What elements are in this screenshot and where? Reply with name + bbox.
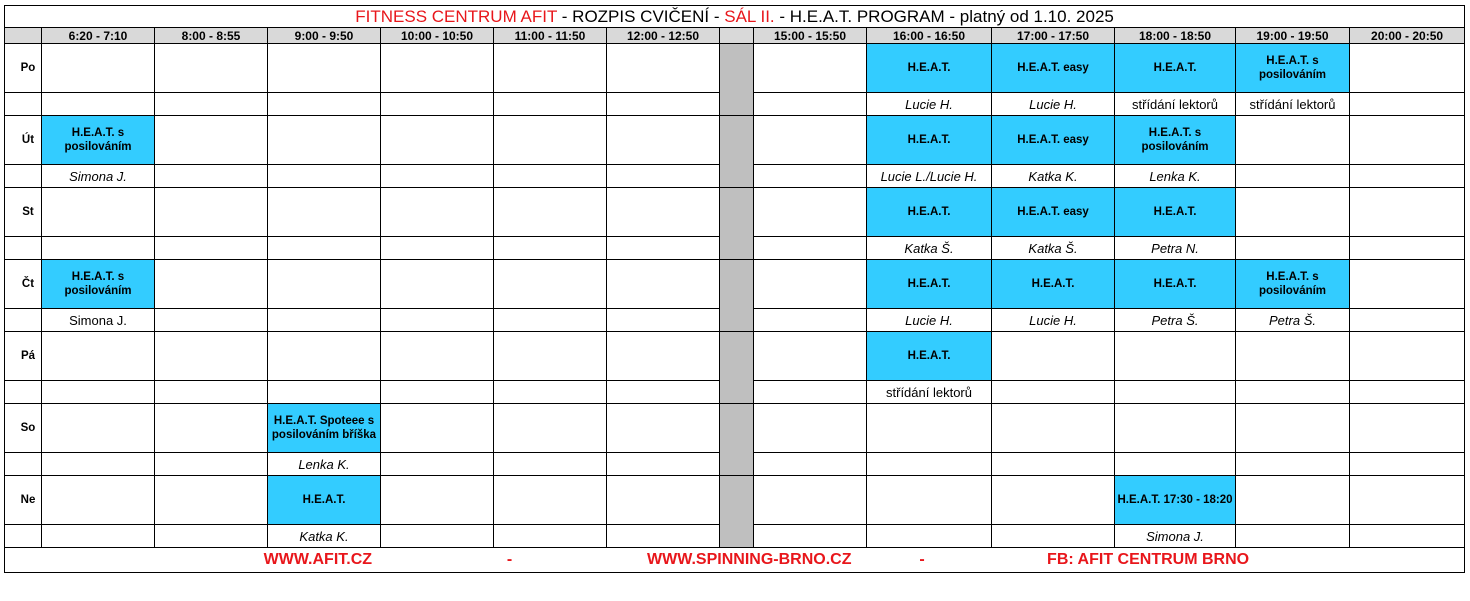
time-header: 11:00 - 11:50 [494,28,607,44]
class-cell: H.E.A.T. [992,260,1115,309]
time-header: 17:00 - 17:50 [992,28,1115,44]
empty-cell [42,237,155,260]
empty-cell [607,237,720,260]
empty-cell [381,93,494,116]
instructor-cell: Katka Š. [992,237,1115,260]
empty-cell [1350,453,1465,476]
empty-cell [42,404,155,453]
page-title [5,6,1465,28]
time-header: 16:00 - 16:50 [867,28,992,44]
day-label: So [5,404,42,453]
empty-cell [494,404,607,453]
title-row [5,6,1465,28]
day-label: Po [5,44,42,93]
day-label-blank [5,453,42,476]
empty-cell [1350,188,1465,237]
empty-cell [607,453,720,476]
empty-cell [867,404,992,453]
empty-cell [494,332,607,381]
day-label-blank [5,237,42,260]
empty-cell [754,237,867,260]
empty-cell [1350,381,1465,404]
instructor-cell: Lucie L./Lucie H. [867,165,992,188]
class-cell: H.E.A.T. s posilováním [1115,116,1236,165]
empty-cell [381,332,494,381]
empty-cell [754,476,867,525]
break-column [720,332,754,404]
empty-cell [754,381,867,404]
empty-cell [1350,404,1465,453]
empty-cell [268,188,381,237]
day-class-row [5,116,1465,165]
time-header-row [5,28,1465,44]
empty-cell [155,188,268,237]
day-class-row [5,188,1465,237]
empty-cell [381,237,494,260]
class-cell: H.E.A.T. [1115,188,1236,237]
empty-cell [1350,332,1465,381]
break-column [720,116,754,188]
empty-cell [992,525,1115,548]
empty-cell [1350,116,1465,165]
empty-cell [1236,381,1350,404]
empty-cell [381,260,494,309]
empty-cell [381,188,494,237]
empty-cell [268,165,381,188]
day-label-blank [5,93,42,116]
instructor-cell: Simona J. [42,165,155,188]
empty-cell [754,404,867,453]
instructor-cell: Petra N. [1115,237,1236,260]
footer-separator: - [506,551,513,568]
empty-cell [1350,476,1465,525]
empty-cell [1350,260,1465,309]
empty-cell [381,404,494,453]
instructor-cell: Simona J. [1115,525,1236,548]
empty-cell [155,309,268,332]
empty-cell [754,260,867,309]
empty-cell [1350,165,1465,188]
empty-cell [754,165,867,188]
day-label: Ne [5,476,42,525]
class-cell: H.E.A.T. s posilováním [1236,260,1350,309]
empty-cell [754,525,867,548]
instructor-cell: střídání lektorů [867,381,992,404]
empty-cell [1115,381,1236,404]
empty-cell [381,116,494,165]
class-cell: H.E.A.T. [867,260,992,309]
time-header: 19:00 - 19:50 [1236,28,1350,44]
class-cell: H.E.A.T. [1115,44,1236,93]
empty-cell [42,188,155,237]
day-class-row [5,260,1465,309]
instructor-cell: Lenka K. [1115,165,1236,188]
empty-cell [607,381,720,404]
empty-cell [607,165,720,188]
footer-separator: - [919,551,925,568]
empty-cell [992,381,1115,404]
empty-cell [268,93,381,116]
empty-cell [754,44,867,93]
empty-cell [1236,453,1350,476]
empty-cell [268,332,381,381]
break-column [720,44,754,116]
day-label: Pá [5,332,42,381]
day-label-blank [5,309,42,332]
empty-cell [867,453,992,476]
class-cell: H.E.A.T. s posilováním [1236,44,1350,93]
empty-cell [494,237,607,260]
empty-cell [268,309,381,332]
class-cell: H.E.A.T. [867,332,992,381]
empty-cell [1236,237,1350,260]
empty-cell [607,332,720,381]
empty-cell [381,476,494,525]
empty-cell [381,165,494,188]
empty-cell [155,260,268,309]
empty-cell [268,237,381,260]
empty-cell [607,188,720,237]
class-cell: H.E.A.T. [867,44,992,93]
empty-cell [607,309,720,332]
title-gym-name: FITNESS CENTRUM AFIT [355,6,558,26]
empty-cell [494,188,607,237]
empty-cell [1236,332,1350,381]
day-label-blank [5,165,42,188]
empty-cell [494,309,607,332]
empty-cell [381,381,494,404]
empty-cell [381,309,494,332]
break-column [720,260,754,332]
title-hall: SÁL II. [724,6,775,26]
empty-cell [155,44,268,93]
time-header: 20:00 - 20:50 [1350,28,1465,44]
empty-cell [607,116,720,165]
empty-cell [754,453,867,476]
instructor-cell: střídání lektorů [1115,93,1236,116]
empty-cell [992,404,1115,453]
empty-cell [607,476,720,525]
class-cell: H.E.A.T. s posilováním [42,116,155,165]
empty-cell [754,188,867,237]
class-cell: H.E.A.T. Spoteee s posilováním bříška [268,404,381,453]
empty-cell [494,525,607,548]
empty-cell [1350,93,1465,116]
instructor-cell: Katka K. [992,165,1115,188]
empty-cell [607,93,720,116]
class-cell: H.E.A.T. easy [992,44,1115,93]
time-header: 8:00 - 8:55 [155,28,268,44]
empty-cell [867,525,992,548]
break-column [720,476,754,548]
empty-cell [494,44,607,93]
day-label: Út [5,116,42,165]
instructor-cell: Katka Š. [867,237,992,260]
empty-cell [155,404,268,453]
empty-cell [607,525,720,548]
instructor-cell: Simona J. [42,309,155,332]
class-cell: H.E.A.T. 17:30 - 18:20 [1115,476,1236,525]
empty-cell [155,525,268,548]
spinning-link[interactable]: WWW.SPINNING-BRNO.CZ [647,551,852,568]
instructor-cell: Lenka K. [268,453,381,476]
empty-cell [42,93,155,116]
empty-cell [1236,188,1350,237]
empty-cell [867,476,992,525]
time-header: 10:00 - 10:50 [381,28,494,44]
title-program: - H.E.A.T. PROGRAM - platný od 1.10. 2025 [774,6,1114,26]
schedule-table [4,5,1465,573]
instructor-cell: Petra Š. [1236,309,1350,332]
empty-cell [155,237,268,260]
empty-cell [607,44,720,93]
break-column [720,188,754,260]
empty-cell [42,525,155,548]
empty-cell [42,453,155,476]
empty-cell [1115,404,1236,453]
time-header: 9:00 - 9:50 [268,28,381,44]
instructor-cell: Lucie H. [992,93,1115,116]
empty-cell [42,332,155,381]
website-link[interactable]: WWW.AFIT.CZ [263,551,373,568]
empty-cell [992,476,1115,525]
class-cell: H.E.A.T. [867,188,992,237]
footer [5,548,1465,573]
empty-cell [268,116,381,165]
empty-cell [754,332,867,381]
empty-cell [155,476,268,525]
day-label-blank [5,525,42,548]
title-schedule: - ROZPIS CVIČENÍ - [557,6,725,26]
empty-cell [381,453,494,476]
class-cell: H.E.A.T. easy [992,188,1115,237]
empty-cell [494,93,607,116]
class-cell: H.E.A.T. [1115,260,1236,309]
time-header: 12:00 - 12:50 [607,28,720,44]
empty-cell [494,381,607,404]
empty-cell [494,116,607,165]
empty-cell [268,260,381,309]
break-column [720,404,754,476]
day-class-row [5,476,1465,525]
empty-cell [1115,332,1236,381]
time-header: 15:00 - 15:50 [754,28,867,44]
empty-cell [754,309,867,332]
empty-cell [607,260,720,309]
empty-cell [494,476,607,525]
empty-cell [155,116,268,165]
instructor-cell: Lucie H. [867,309,992,332]
footer-row [5,548,1465,573]
empty-cell [494,453,607,476]
empty-cell [1236,525,1350,548]
empty-cell [42,44,155,93]
empty-cell [1236,116,1350,165]
empty-cell [381,44,494,93]
empty-cell [268,44,381,93]
empty-cell [155,93,268,116]
header-corner [5,28,42,44]
day-class-row [5,404,1465,453]
instructor-cell: Katka K. [268,525,381,548]
day-class-row [5,44,1465,93]
class-cell: H.E.A.T. s posilováním [42,260,155,309]
facebook-link[interactable]: FB: AFIT CENTRUM BRNO [1047,551,1250,568]
class-cell: H.E.A.T. [867,116,992,165]
empty-cell [754,93,867,116]
day-class-row [5,332,1465,381]
time-header [720,28,754,44]
instructor-cell: Lucie H. [992,309,1115,332]
empty-cell [155,332,268,381]
instructor-cell: střídání lektorů [1236,93,1350,116]
empty-cell [992,453,1115,476]
empty-cell [1350,237,1465,260]
instructor-cell: Petra Š. [1115,309,1236,332]
empty-cell [1350,309,1465,332]
empty-cell [42,381,155,404]
time-header: 6:20 - 7:10 [42,28,155,44]
empty-cell [1350,44,1465,93]
empty-cell [155,453,268,476]
time-header: 18:00 - 18:50 [1115,28,1236,44]
instructor-cell: Lucie H. [867,93,992,116]
empty-cell [155,381,268,404]
class-cell: H.E.A.T. [268,476,381,525]
empty-cell [1115,453,1236,476]
empty-cell [607,404,720,453]
class-cell: H.E.A.T. easy [992,116,1115,165]
empty-cell [494,165,607,188]
empty-cell [381,525,494,548]
day-label: St [5,188,42,237]
empty-cell [1350,525,1465,548]
empty-cell [992,332,1115,381]
day-label: Čt [5,260,42,309]
empty-cell [155,165,268,188]
empty-cell [1236,404,1350,453]
empty-cell [42,476,155,525]
empty-cell [1236,476,1350,525]
empty-cell [754,116,867,165]
empty-cell [1236,165,1350,188]
empty-cell [268,381,381,404]
empty-cell [494,260,607,309]
day-label-blank [5,381,42,404]
